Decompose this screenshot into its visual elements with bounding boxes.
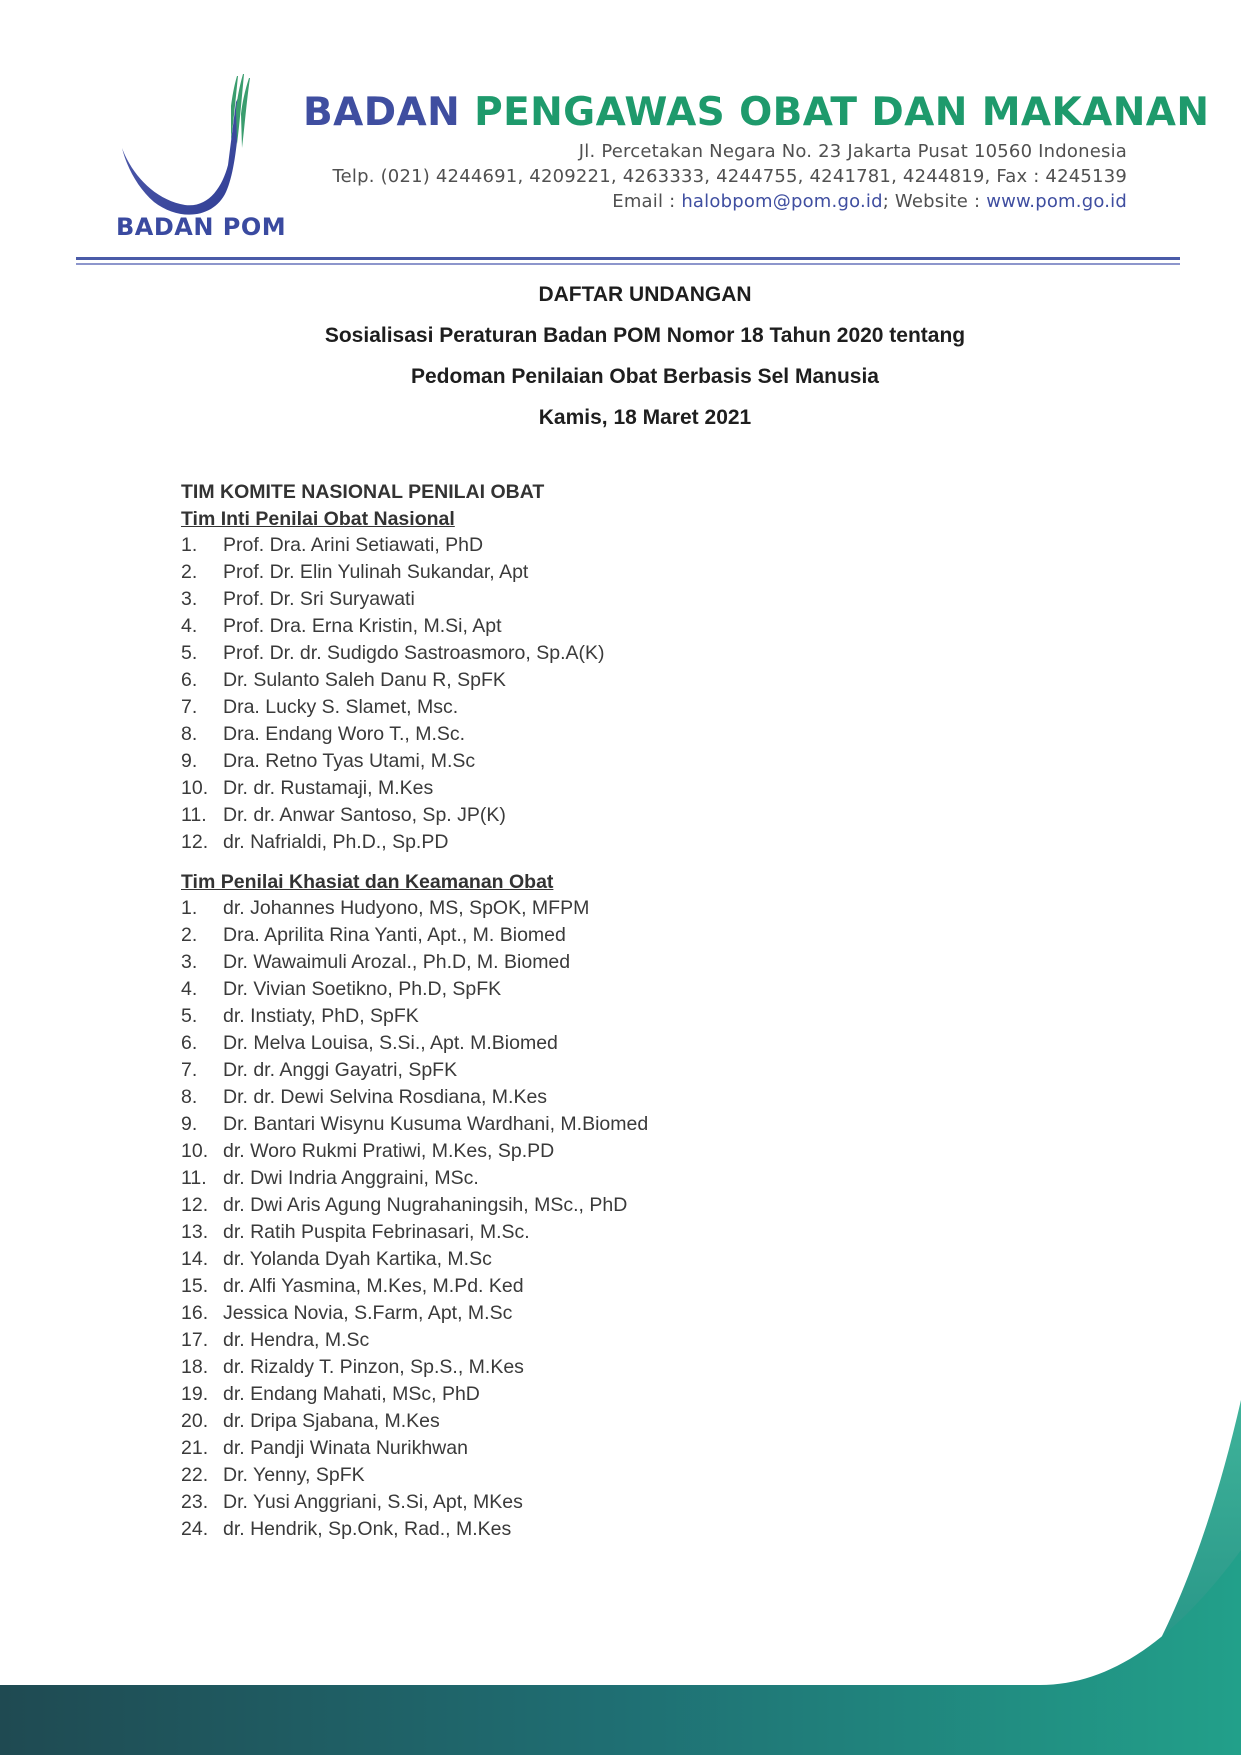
invitation-list	[181, 478, 1061, 1543]
item-number: 23.	[181, 1491, 209, 1513]
list-item	[181, 532, 1061, 559]
member-name: dr. Hendrik, Sp.Onk, Rad., M.Kes	[223, 1518, 512, 1540]
item-number: 3.	[181, 588, 198, 610]
list-item	[181, 1354, 1061, 1381]
item-number: 5.	[181, 1005, 198, 1027]
group-title: Tim Inti Penilai Obat Nasional	[181, 508, 455, 530]
committee-title: TIM KOMITE NASIONAL PENILAI OBAT	[181, 481, 545, 503]
member-name: dr. Yolanda Dyah Kartika, M.Sc	[223, 1248, 492, 1270]
item-number: 9.	[181, 1113, 198, 1135]
item-number: 9.	[181, 750, 198, 772]
list-item	[181, 640, 1061, 667]
item-number: 4.	[181, 615, 198, 637]
header-divider	[76, 257, 1180, 260]
group-title: Tim Penilai Khasiat dan Keamanan Obat	[181, 871, 554, 893]
list-item	[181, 976, 1061, 1003]
list-item	[181, 1192, 1061, 1219]
member-name: Dr. Vivian Soetikno, Ph.D, SpFK	[223, 978, 502, 1000]
list-item	[181, 1111, 1061, 1138]
document-date: Kamis, 18 Maret 2021	[538, 406, 752, 429]
list-item	[181, 775, 1061, 802]
list-item	[181, 748, 1061, 775]
org-name-part1: BADAN	[303, 90, 461, 135]
member-name: Prof. Dra. Arini Setiawati, PhD	[223, 534, 484, 556]
member-name: dr. Ratih Puspita Febrinasari, M.Sc.	[223, 1221, 530, 1243]
item-number: 6.	[181, 669, 198, 691]
member-name: Dr. Wawaimuli Arozal., Ph.D, M. Biomed	[223, 951, 571, 973]
item-number: 20.	[181, 1410, 209, 1432]
list-item	[181, 1003, 1061, 1030]
document-subtitle-2: Pedoman Penilaian Obat Berbasis Sel Manusia	[411, 365, 879, 388]
member-name: Prof. Dr. dr. Sudigdo Sastroasmoro, Sp.A(K)	[223, 642, 605, 664]
list-item	[181, 1273, 1061, 1300]
member-name: Dra. Retno Tyas Utami, M.Sc	[223, 750, 476, 772]
list-item	[181, 949, 1061, 976]
list-item	[181, 1084, 1061, 1111]
item-number: 12.	[181, 1194, 209, 1216]
list-item	[181, 1219, 1061, 1246]
list-item	[181, 1138, 1061, 1165]
list-item	[181, 922, 1061, 949]
item-number: 5.	[181, 642, 198, 664]
member-name: Dra. Endang Woro T., M.Sc.	[223, 723, 466, 745]
member-name: Jessica Novia, S.Farm, Apt, M.Sc	[223, 1302, 513, 1324]
item-number: 8.	[181, 1086, 198, 1108]
item-number: 8.	[181, 723, 198, 745]
member-name: dr. Alfi Yasmina, M.Kes, M.Pd. Ked	[223, 1275, 524, 1297]
member-name: Dr. Bantari Wisynu Kusuma Wardhani, M.Biomed	[223, 1113, 649, 1135]
member-name: dr. Dwi Indria Anggraini, MSc.	[223, 1167, 479, 1189]
item-number: 11.	[181, 804, 207, 826]
member-name: Dr. dr. Anwar Santoso, Sp. JP(K)	[223, 804, 506, 826]
document-subtitle-1: Sosialisasi Peraturan Badan POM Nomor 18 Tahun 2020 tentang	[324, 324, 966, 347]
member-name: dr. Dripa Sjabana, M.Kes	[223, 1410, 440, 1432]
list-item	[181, 1327, 1061, 1354]
item-number: 7.	[181, 1059, 198, 1081]
list-item	[181, 559, 1061, 586]
document-title: DAFTAR UNDANGAN	[538, 283, 752, 306]
member-name: Dr. Melva Louisa, S.Si., Apt. M.Biomed	[223, 1032, 558, 1054]
website-label: ; Website :	[882, 191, 987, 212]
list-item	[181, 829, 1061, 856]
list-item	[181, 1030, 1061, 1057]
item-number: 4.	[181, 978, 198, 1000]
item-number: 2.	[181, 924, 198, 946]
list-item	[181, 802, 1061, 829]
member-name: Dra. Aprilita Rina Yanti, Apt., M. Biomed	[223, 924, 566, 946]
member-name: Dra. Lucky S. Slamet, Msc.	[223, 696, 459, 718]
member-name: dr. Instiaty, PhD, SpFK	[223, 1005, 419, 1027]
list-item	[181, 721, 1061, 748]
item-number: 7.	[181, 696, 198, 718]
item-number: 1.	[181, 897, 198, 919]
member-name: dr. Dwi Aris Agung Nugrahaningsih, MSc., PhD	[223, 1194, 628, 1216]
list-item	[181, 1165, 1061, 1192]
item-number: 6.	[181, 1032, 198, 1054]
item-number: 10.	[181, 777, 209, 799]
header-divider-thin	[76, 263, 1180, 265]
member-name: Dr. Yusi Anggriani, S.Si, Apt, MKes	[223, 1491, 523, 1513]
item-number: 12.	[181, 831, 209, 853]
list-item	[181, 613, 1061, 640]
list-item	[181, 694, 1061, 721]
website-link[interactable]: www.pom.go.id	[986, 191, 1127, 212]
member-name: dr. Endang Mahati, MSc, PhD	[223, 1383, 480, 1405]
member-name: Prof. Dra. Erna Kristin, M.Si, Apt	[223, 615, 502, 637]
item-number: 2.	[181, 561, 198, 583]
member-name: Dr. dr. Dewi Selvina Rosdiana, M.Kes	[223, 1086, 548, 1108]
email-link[interactable]: halobpom@pom.go.id	[681, 191, 883, 212]
member-name: dr. Woro Rukmi Pratiwi, M.Kes, Sp.PD	[223, 1140, 555, 1162]
list-item	[181, 586, 1061, 613]
member-name: Prof. Dr. Sri Suryawati	[223, 588, 415, 610]
phone-line: Telp. (021) 4244691, 4209221, 4263333, 4244755, 4241781, 4244819, Fax : 4245139	[332, 166, 1127, 187]
member-name: Dr. dr. Anggi Gayatri, SpFK	[223, 1059, 458, 1081]
item-number: 18.	[181, 1356, 209, 1378]
member-name: Dr. Yenny, SpFK	[223, 1464, 365, 1486]
footer-wave-decoration	[0, 1400, 1241, 1755]
list-item	[181, 1057, 1061, 1084]
list-item	[181, 1300, 1061, 1327]
member-name: dr. Pandji Winata Nurikhwan	[223, 1437, 468, 1459]
item-number: 10.	[181, 1140, 209, 1162]
list-item	[181, 1246, 1061, 1273]
member-list	[181, 532, 1061, 856]
item-number: 1.	[181, 534, 198, 556]
address-line: Jl. Percetakan Negara No. 23 Jakarta Pusat 10560 Indonesia	[578, 141, 1127, 162]
email-label: Email :	[612, 191, 682, 212]
member-name: dr. Rizaldy T. Pinzon, Sp.S., M.Kes	[223, 1356, 524, 1378]
list-item	[181, 895, 1061, 922]
member-name: dr. Johannes Hudyono, MS, SpOK, MFPM	[223, 897, 590, 919]
organization-name	[303, 90, 1209, 135]
item-number: 3.	[181, 951, 198, 973]
member-name: Prof. Dr. Elin Yulinah Sukandar, Apt	[223, 561, 529, 583]
item-number: 14.	[181, 1248, 209, 1270]
member-name: Dr. dr. Rustamaji, M.Kes	[223, 777, 434, 799]
member-name: dr. Hendra, M.Sc	[223, 1329, 370, 1351]
item-number: 22.	[181, 1464, 209, 1486]
member-name: Dr. Sulanto Saleh Danu R, SpFK	[223, 669, 506, 691]
item-number: 19.	[181, 1383, 209, 1405]
item-number: 13.	[181, 1221, 209, 1243]
org-name-part2: PENGAWAS OBAT DAN MAKANAN	[474, 90, 1210, 135]
item-number: 11.	[181, 1167, 207, 1189]
contact-line	[612, 191, 1127, 212]
logo-text: BADAN POM	[116, 213, 287, 241]
member-name: dr. Nafrialdi, Ph.D., Sp.PD	[223, 831, 449, 853]
list-item	[181, 667, 1061, 694]
item-number: 21.	[181, 1437, 209, 1459]
item-number: 24.	[181, 1518, 209, 1540]
item-number: 17.	[181, 1329, 209, 1351]
item-number: 15.	[181, 1275, 209, 1297]
item-number: 16.	[181, 1302, 209, 1324]
